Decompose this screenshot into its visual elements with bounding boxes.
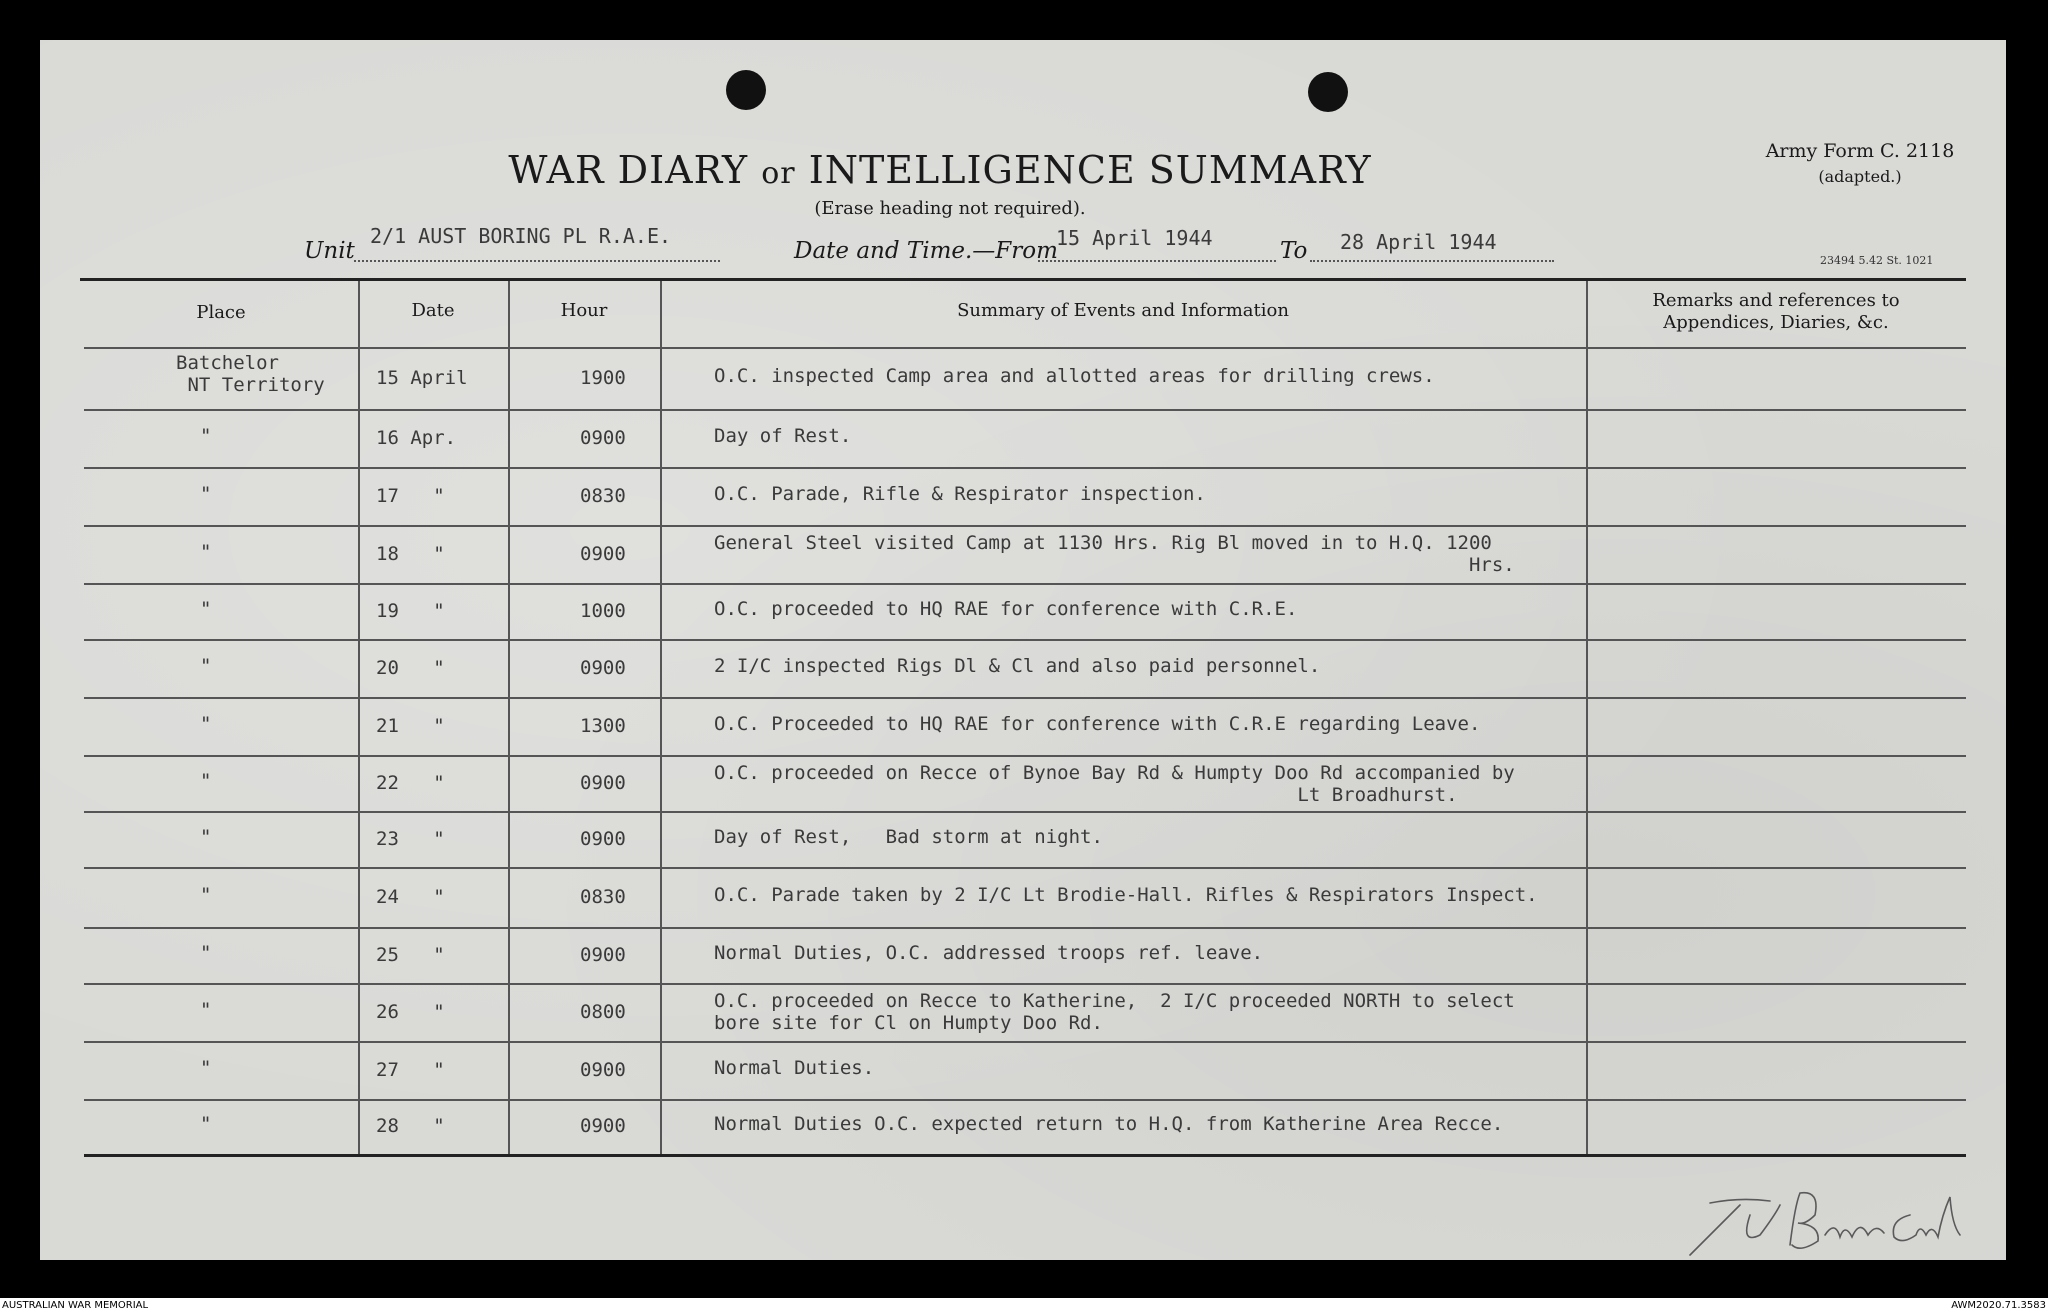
unit-dotted-line [354,260,720,262]
row-place: Batchelor NT Territory [176,352,325,396]
from-dotted-line [1038,260,1276,262]
row-date: 18 " [376,543,445,565]
row-separator [84,583,1966,585]
row-place: " [200,655,212,677]
header-place: Place [196,302,246,323]
row-hour: 0900 [580,657,626,679]
punch-hole-left [726,70,766,110]
row-hour: 1000 [580,600,626,622]
row-separator [84,697,1966,699]
to-label: To [1280,238,1308,264]
header-hour: Hour [560,300,608,321]
row-hour: 0830 [580,886,626,908]
row-separator [84,409,1966,411]
row-separator [84,755,1966,757]
row-place: " [200,1113,212,1135]
from-value: 15 April 1944 [1056,226,1213,250]
row-place: " [200,713,212,735]
row-summary: 2 I/C inspected Rigs Dl & Cl and also paid personnel. [714,655,1321,677]
header-remarks [1586,290,1966,334]
row-date: 24 " [376,886,445,908]
unit-label: Unit [304,238,355,264]
title-or: or [761,156,796,191]
row-separator [84,525,1966,527]
row-separator [84,1099,1966,1101]
row-separator [84,927,1966,929]
footer-bar [0,1298,2048,1314]
row-summary: Day of Rest. [714,425,852,447]
header-remarks-line-2: Appendices, Diaries, &c. [1663,312,1889,333]
row-hour: 0900 [580,944,626,966]
row-place: " [200,770,212,792]
row-date: 16 Apr. [376,427,457,449]
row-date: 20 " [376,657,445,679]
row-date: 26 " [376,1001,445,1023]
form-subtitle: (Erase heading not required). [814,198,1086,219]
row-summary: O.C. proceeded on Recce of Bynoe Bay Rd & Humpty Doo Rd accompanied by Lt Broadhurst. [714,762,1515,806]
unit-value: 2/1 AUST BORING PL R.A.E. [370,224,672,248]
row-hour: 0900 [580,828,626,850]
row-place: " [200,483,212,505]
row-place: " [200,999,212,1021]
signature-image [1680,1175,1980,1265]
row-date: 21 " [376,715,445,737]
row-date: 17 " [376,485,445,507]
stock-code: 23494 5.42 St. 1021 [1820,254,1934,267]
row-date: 19 " [376,600,445,622]
row-separator [84,467,1966,469]
row-summary: O.C. inspected Camp area and allotted areas for drilling crews. [714,365,1435,387]
row-summary: O.C. Parade taken by 2 I/C Lt Brodie-Hall. Rifles & Respirators Inspect. [714,884,1538,906]
divider-hour-summary [660,281,662,1154]
row-hour: 0900 [580,543,626,565]
title-war-diary: WAR DIARY [508,148,749,192]
army-form-adapted: (adapted.) [1818,167,1902,186]
divider-summary-remarks [1586,281,1588,1154]
footer-right: AWM2020.71.3583 [1951,1300,2046,1311]
row-place: " [200,425,212,447]
divider-date-hour [508,281,510,1154]
row-place: " [200,541,212,563]
row-summary: General Steel visited Camp at 1130 Hrs. Rig Bl moved in to H.Q. 1200 Hrs. [714,532,1515,576]
row-hour: 0900 [580,1115,626,1137]
divider-place-date [358,281,360,1154]
row-summary: Normal Duties O.C. expected return to H.Q. from Katherine Area Recce. [714,1113,1504,1135]
row-separator [84,1041,1966,1043]
row-hour: 0900 [580,427,626,449]
row-summary: O.C. proceeded to HQ RAE for conference with C.R.E. [714,598,1298,620]
table-bottom-rule [84,1154,1966,1157]
row-separator [84,811,1966,813]
row-place: " [200,884,212,906]
form-title [40,148,1840,192]
row-summary: Normal Duties. [714,1057,875,1079]
title-intelligence-summary: INTELLIGENCE SUMMARY [808,148,1372,192]
row-date: 15 April [376,367,468,389]
table-top-rule [80,278,1966,281]
army-form-number [1740,138,1980,190]
row-date: 27 " [376,1059,445,1081]
row-date: 23 " [376,828,445,850]
row-hour: 0900 [580,1059,626,1081]
diary-page [40,40,2006,1260]
row-hour: 0800 [580,1001,626,1023]
to-dotted-line [1310,260,1554,262]
row-place: " [200,826,212,848]
row-hour: 0900 [580,772,626,794]
footer-left: AUSTRALIAN WAR MEMORIAL [2,1300,149,1311]
row-summary: O.C. proceeded on Recce to Katherine, 2 I/C proceeded NORTH to select bore site for Cl on Humpty Doo Rd. [714,990,1515,1034]
row-place: " [200,598,212,620]
row-place: " [200,1057,212,1079]
row-summary: Normal Duties, O.C. addressed troops ref. leave. [714,942,1264,964]
date-time-label: Date and Time.—From [794,238,1058,264]
to-value: 28 April 1944 [1340,230,1497,254]
row-date: 25 " [376,944,445,966]
row-hour: 0830 [580,485,626,507]
punch-hole-right [1308,72,1348,112]
row-summary: O.C. Proceeded to HQ RAE for conference with C.R.E regarding Leave. [714,713,1481,735]
row-place: " [200,942,212,964]
row-separator [84,867,1966,869]
row-separator [84,983,1966,985]
army-form-label: Army Form C. 2118 [1765,140,1955,162]
row-separator [84,639,1966,641]
header-remarks-line-1: Remarks and references to [1652,290,1900,311]
header-separator [84,347,1966,349]
row-date: 28 " [376,1115,445,1137]
header-date: Date [411,300,455,321]
row-summary: Day of Rest, Bad storm at night. [714,826,1103,848]
row-hour: 1900 [580,367,626,389]
header-summary: Summary of Events and Information [957,300,1289,321]
row-summary: O.C. Parade, Rifle & Respirator inspection. [714,483,1206,505]
row-hour: 1300 [580,715,626,737]
row-date: 22 " [376,772,445,794]
